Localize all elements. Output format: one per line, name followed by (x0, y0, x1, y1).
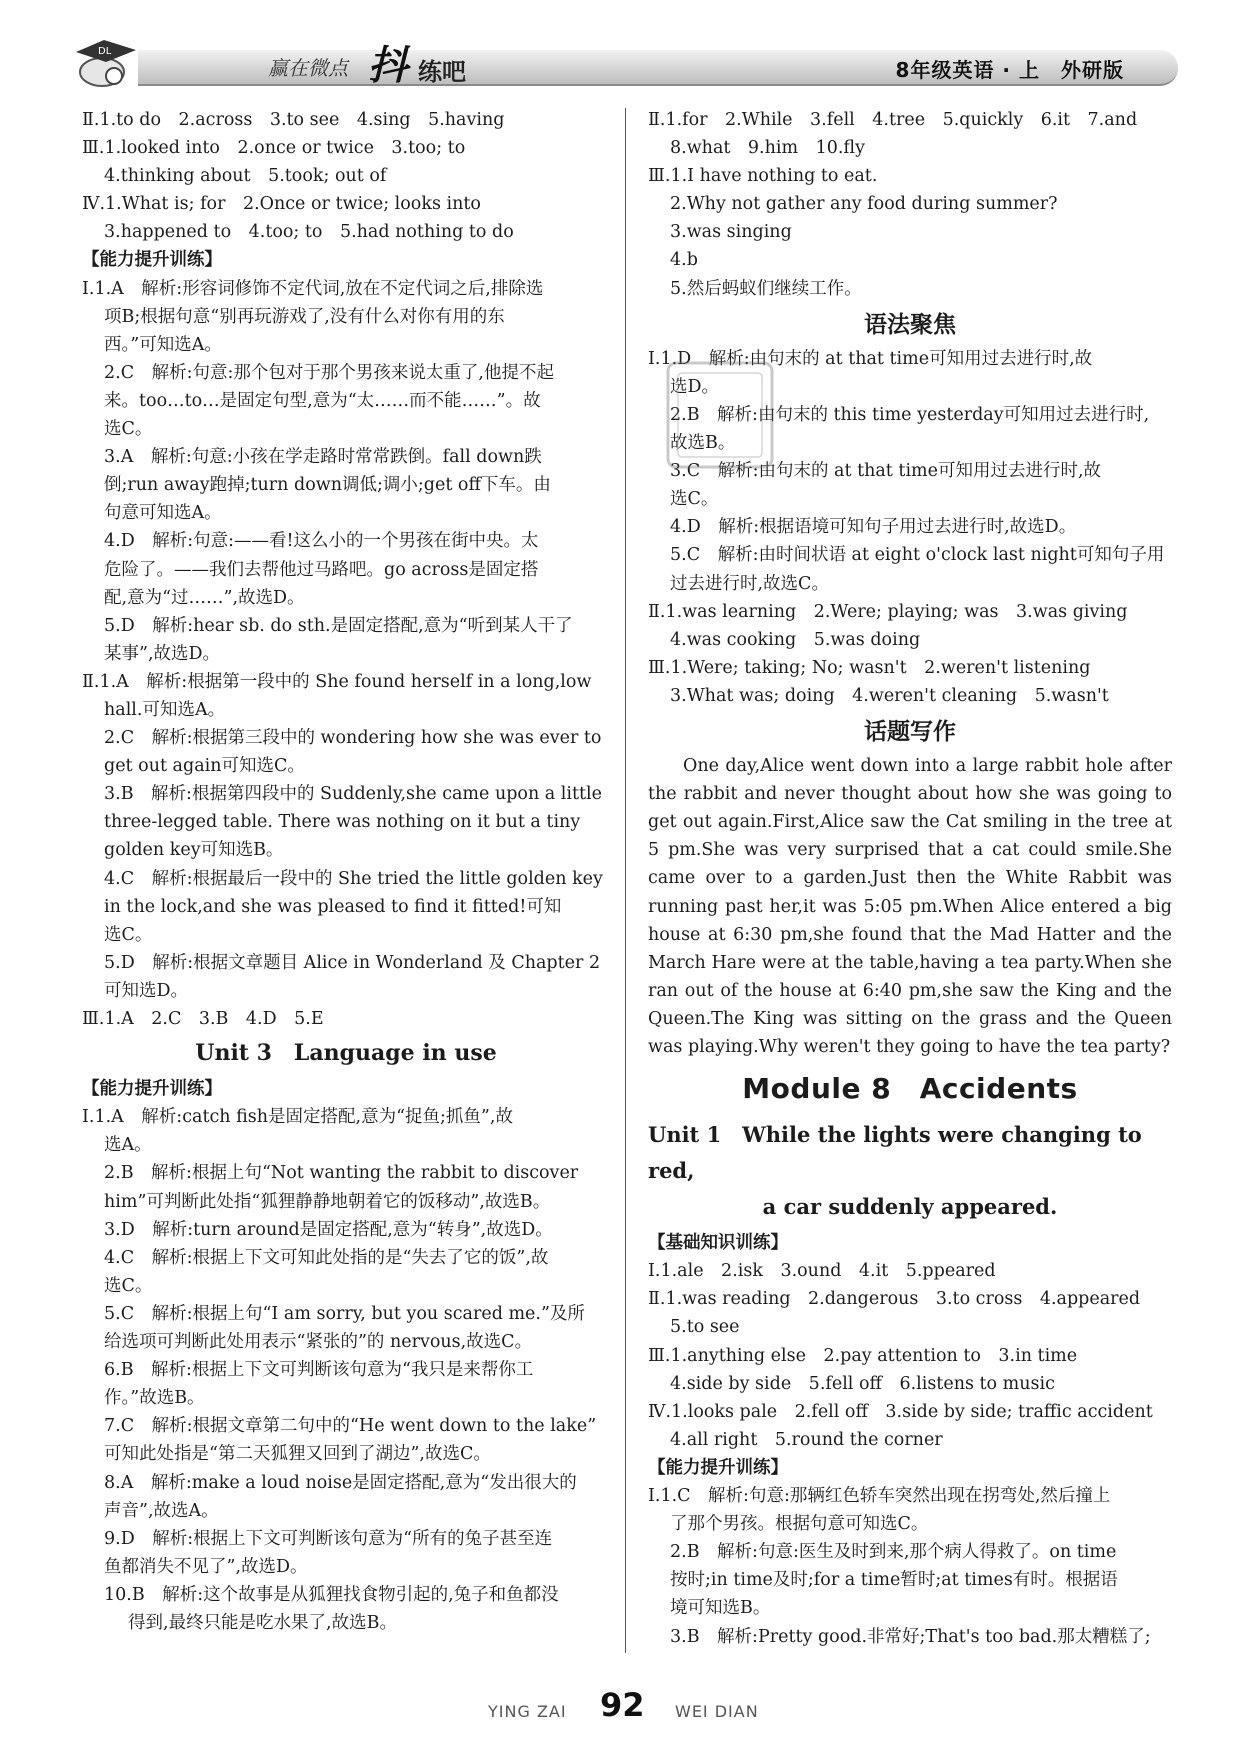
answer-line: 4.D 解析:句意:——看!这么小的一个男孩在街中央。太 (104, 531, 539, 552)
page-number: 92 (600, 1686, 645, 1724)
answer-line: him”可判断此处指“狐狸静静地朝着它的饭移动”,故选B。 (104, 1191, 551, 1212)
left-column (82, 106, 610, 1637)
header-brand: 抖 (368, 42, 408, 89)
section-label: 【能力提升训练】 (648, 1457, 788, 1478)
left-answers-block (82, 106, 610, 1033)
answer-line: 2.B 解析:句意:医生及时到来,那个病人得救了。on time (670, 1542, 1117, 1563)
answer-line: 3.D 解析:turn around是固定搭配,意为“转身”,故选D。 (104, 1219, 553, 1240)
answer-line: Ⅳ.1.looks pale 2.fell off 3.side by side; traffic accident (648, 1401, 1153, 1422)
footer-left: YING ZAI (488, 1702, 567, 1721)
answer-line: 作。”故选B。 (104, 1388, 205, 1409)
answer-line: 句意可知选A。 (104, 503, 222, 524)
answer-line: Ⅰ.1.D 解析:由句末的 at that time可知用过去进行时,故 (648, 348, 1093, 369)
unit1-answers-block (648, 1229, 1172, 1650)
answer-line: Ⅱ.1.was learning 2.Were; playing; was 3.was giving (648, 601, 1128, 622)
section-label: 【基础知识训练】 (648, 1233, 788, 1254)
answer-line: Ⅰ.1.A 解析:catch fish是固定搭配,意为“捉鱼;抓鱼”,故 (82, 1107, 513, 1128)
answer-line: 3.What was; doing 4.weren't cleaning 5.wasn't (670, 685, 1109, 706)
answer-line: 倒;run away跑掉;turn down调低;调小;get off下车。由 (104, 475, 551, 496)
answer-line: 3.B 解析:根据第四段中的 Suddenly,she came upon a little (104, 784, 602, 805)
right-answers-block (648, 106, 1172, 303)
answer-line: Ⅱ.1.for 2.While 3.fell 4.tree 5.quickly 6.it 7.and (648, 110, 1138, 130)
answer-line: 8.what 9.him 10.fly (670, 138, 865, 159)
grammar-title: 语法聚焦 (864, 311, 956, 338)
answer-line: 5.C 解析:由时间状语 at eight o'clock last night可知句子用 (670, 545, 1165, 566)
answer-line: 6.B 解析:根据上下文可判断该句意为“我只是来帮你工 (104, 1360, 534, 1381)
answer-line: 得到,最终只能是吃水果了,故选B。 (128, 1612, 397, 1633)
answer-line: Ⅱ.1.A 解析:根据第一段中的 She found herself in a long,low (82, 671, 592, 692)
answer-line: 故选B。 (670, 433, 736, 454)
answer-line: 4.all right 5.round the corner (670, 1429, 943, 1450)
answer-line: Ⅰ.1.ale 2.isk 3.ound 4.it 5.ppeared (648, 1261, 996, 1282)
answer-line: 来。too…to…是固定句型,意为“太……而不能……”。故 (104, 390, 541, 411)
answer-line: 3.B 解析:Pretty good.非常好;That's too bad.那太糟糕了; (670, 1626, 1151, 1647)
answer-line: 选D。 (670, 376, 720, 397)
answer-line: 可知此处指是“第二天狐狸又回到了湖边”,故选C。 (104, 1444, 491, 1465)
answer-line: 配,意为“过……”,故选D。 (104, 587, 305, 608)
unit3-title: Unit 3 Language in use (195, 1040, 497, 1067)
answer-line: three-legged table. There was nothing on it but a tiny (104, 812, 581, 833)
answer-line: 选C。 (104, 1275, 153, 1296)
unit1-title-line1: Unit 1 While the lights were changing to red, (648, 1122, 1142, 1184)
answer-line: 按时;in time及时;for a time暂时;at times有时。根据语 (670, 1570, 1118, 1591)
answer-line: 4.side by side 5.fell off 6.listens to music (670, 1373, 1055, 1394)
writing-essay (648, 752, 1172, 1061)
answer-line: 3.C 解析:由句末的 at that time可知用过去进行时,故 (670, 461, 1102, 482)
unit3-answers-block (82, 1075, 610, 1637)
answer-line: 8.A 解析:make a loud noise是固定搭配,意为“发出很大的 (104, 1472, 577, 1493)
answer-line: 选C。 (670, 489, 719, 510)
answer-line: Ⅰ.1.A 解析:形容词修饰不定代词,放在不定代词之后,排除选 (82, 278, 544, 299)
answer-line: Ⅳ.1.What is; for 2.Once or twice; looks into (82, 194, 481, 215)
section-label: 【能力提升训练】 (82, 250, 222, 271)
answer-line: 选C。 (104, 924, 153, 945)
answer-line: 10.B 解析:这个故事是从狐狸找食物引起的,兔子和鱼都没 (104, 1584, 559, 1605)
answer-line: 2.Why not gather any food during summer? (670, 194, 1058, 215)
answer-line: Ⅲ.1.looked into 2.once or twice 3.too; to (82, 138, 466, 159)
answer-line: 4.was cooking 5.was doing (670, 629, 921, 650)
header-brand-suffix: 练吧 (418, 57, 466, 86)
answer-line: 项B;根据句意“别再玩游戏了,没有什么对你有用的东 (104, 306, 505, 327)
column-divider (625, 108, 626, 1653)
essay-paragraph: One day,Alice went down into a large rabbit hole after the rabbit and never thought about how she was going to get out again.First,Alice saw the Cat smiling in the tree at 5 pm.She was very surprised that a cat could smile.She came over to a garden.Just then the White Rabbit was running past her,it was 5:05 pm.When Alice entered a big house at 6:30 pm,she found that the Mad Hatter and the March Hare were at the table,having a tea party.When she ran out of the house at 6:40 pm,she saw the King and the Queen.The King was sitting on the grass and the Queen was playing.Why weren't they going to have the tea party? (648, 756, 1172, 1057)
footer-right: WEI DIAN (675, 1702, 759, 1721)
answer-line: 选C。 (104, 419, 153, 440)
answer-line: golden key可知选B。 (104, 840, 284, 861)
answer-line: 5.D 解析:根据文章题目 Alice in Wonderland 及 Chapter 2 (104, 952, 601, 973)
answer-line: 某事”,故选D。 (104, 643, 221, 664)
answer-line: 境可知选B。 (670, 1598, 771, 1619)
answer-line: 了那个男孩。根据句意可知选C。 (670, 1514, 929, 1535)
answer-line: 2.C 解析:根据第三段中的 wondering how she was ever to (104, 728, 602, 749)
unit1-title-line2: a car suddenly appeared. (762, 1194, 1058, 1220)
answer-line: 可知选D。 (104, 980, 189, 1001)
header-grade: 8年级英语 · 上 外研版 (895, 58, 1124, 82)
answer-line: 5.C 解析:根据上句“I am sorry, but you scared me.”及所 (104, 1303, 585, 1324)
answer-line: Ⅲ.1.Were; taking; No; wasn't 2.weren't listening (648, 657, 1091, 678)
answer-line: 声音”,故选A。 (104, 1500, 219, 1521)
page-header (68, 22, 1180, 100)
answer-line: 给选项可判断此处用表示“紧张的”的 nervous,故选C。 (104, 1332, 533, 1353)
stamp-icon (660, 355, 780, 475)
writing-title: 话题写作 (864, 718, 956, 745)
answer-line: 4.b (670, 250, 698, 271)
answer-line: 4.D 解析:根据语境可知句子用过去进行时,故选D。 (670, 517, 1077, 538)
answer-line: get out again可知选C。 (104, 756, 305, 777)
module-title: Module 8 Accidents (742, 1072, 1078, 1106)
answer-line: Ⅱ.1.was reading 2.dangerous 3.to cross 4.appeared (648, 1289, 1141, 1310)
answer-line: 2.C 解析:句意:那个包对于那个男孩来说太重了,他提不起 (104, 362, 554, 383)
answer-line: 5.然后蚂蚁们继续工作。 (670, 278, 862, 299)
answer-line: Ⅲ.1.I have nothing to eat. (648, 166, 878, 187)
answer-line: Ⅱ.1.to do 2.across 3.to see 4.sing 5.having (82, 110, 505, 130)
answer-line: in the lock,and she was pleased to find it fitted!可知 (104, 896, 562, 917)
answer-line: 4.C 解析:根据上下文可知此处指的是“失去了它的饭”,故 (104, 1247, 549, 1268)
header-slogan: 赢在微点 (268, 56, 348, 80)
answer-line: 9.D 解析:根据上下文可判断该句意为“所有的兔子甚至连 (104, 1528, 553, 1549)
right-column (648, 106, 1172, 1651)
answer-line: 选A。 (104, 1135, 152, 1156)
answer-line: 危险了。——我们去帮他过马路吧。go across是固定搭 (104, 559, 539, 580)
answer-line: 过去进行时,故选C。 (670, 573, 829, 594)
answer-line: 7.C 解析:根据文章第二句中的“He went down to the lake” (104, 1416, 597, 1437)
answer-line: Ⅲ.1.anything else 2.pay attention to 3.in time (648, 1345, 1078, 1366)
answer-line: Ⅲ.1.A 2.C 3.B 4.D 5.E (82, 1009, 324, 1029)
answer-line: hall.可知选A。 (104, 699, 226, 720)
section-label: 【能力提升训练】 (82, 1079, 222, 1100)
answer-line: 2.B 解析:根据上句“Not wanting the rabbit to discover (104, 1163, 579, 1184)
answer-line: Ⅰ.1.C 解析:句意:那辆红色轿车突然出现在拐弯处,然后撞上 (648, 1486, 1111, 1507)
answer-line: 3.A 解析:句意:小孩在学走路时常常跌倒。fall down跌 (104, 447, 542, 468)
answer-line: 3.was singing (670, 222, 792, 243)
answer-line: 4.C 解析:根据最后一段中的 She tried the little golden key (104, 868, 603, 889)
answer-line: 4.thinking about 5.took; out of (104, 166, 387, 187)
answer-line: 2.B 解析:由句末的 this time yesterday可知用过去进行时, (670, 404, 1150, 425)
answer-line: 5.D 解析:hear sb. do sth.是固定搭配,意为“听到某人干了 (104, 615, 573, 636)
answer-line: 3.happened to 4.too; to 5.had nothing to do (104, 222, 514, 243)
svg-text:DL: DL (98, 46, 112, 57)
answer-line: 5.to see (670, 1317, 740, 1338)
answer-line: 西。”可知选A。 (104, 334, 222, 355)
answer-line: 鱼都消失不见了”,故选D。 (104, 1556, 308, 1577)
